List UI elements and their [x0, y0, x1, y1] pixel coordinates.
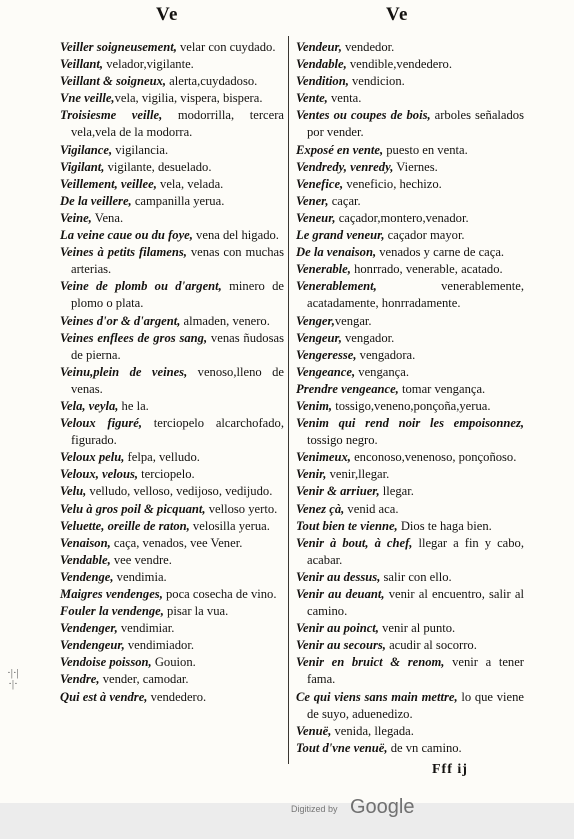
- dictionary-entry: [296, 483, 524, 500]
- dictionary-entry: [60, 501, 284, 518]
- translation: vengador.: [341, 330, 395, 345]
- dictionary-entry: [60, 193, 284, 210]
- translation: vena del higado.: [192, 228, 279, 243]
- headword: Prendre vengeance,: [296, 381, 399, 396]
- dictionary-entry: [60, 227, 284, 244]
- dictionary-entry: [296, 56, 524, 73]
- dictionary-entry: [296, 278, 524, 312]
- dictionary-entry: [60, 176, 284, 193]
- headword: Veines d'or & d'argent,: [60, 313, 181, 328]
- headword: Venir à bout, à chef,: [296, 535, 413, 550]
- dictionary-entry: [60, 398, 284, 415]
- translation: vee vendre.: [110, 552, 172, 567]
- headword: Velu,: [60, 484, 87, 499]
- headword: Venger,: [296, 313, 335, 328]
- translation: tossigo,veneno,ponçoña,yerua.: [332, 398, 491, 413]
- dictionary-entry: [296, 723, 524, 740]
- headword: Vente,: [296, 91, 328, 106]
- headword: Vendredy, venredy,: [296, 159, 394, 174]
- translation: vendimia.: [113, 569, 167, 584]
- headword: Veine,: [60, 210, 92, 225]
- translation: vendimiar.: [117, 621, 175, 636]
- watermark-bar: [0, 803, 574, 839]
- headword: Veillement, veillee,: [60, 176, 157, 191]
- translation: venta.: [327, 91, 362, 106]
- headword: Venefice,: [296, 176, 344, 191]
- dictionary-entry: [60, 449, 284, 466]
- translation: venid aca.: [344, 501, 399, 516]
- headword: Venimeux,: [296, 450, 351, 465]
- dictionary-entry: [296, 142, 524, 159]
- dictionary-entry: [296, 159, 524, 176]
- dictionary-entry: [60, 654, 284, 671]
- headword: Venir & arriuer,: [296, 484, 380, 499]
- dictionary-entry: [296, 518, 524, 535]
- dictionary-entry: [296, 381, 524, 398]
- translation: venir al punto.: [378, 621, 456, 636]
- headword: Troisiesme veille,: [60, 108, 163, 123]
- dictionary-entry: [296, 330, 524, 347]
- dictionary-entry: [296, 39, 524, 56]
- dictionary-entry: [296, 347, 524, 364]
- headword: Vengeur,: [296, 330, 342, 345]
- dictionary-entry: [60, 39, 284, 56]
- headword: Venir,: [296, 467, 327, 482]
- translation: vengança.: [355, 364, 409, 379]
- headword: Vendable,: [296, 57, 347, 72]
- headword: Vendition,: [296, 74, 349, 89]
- dictionary-entry: [296, 586, 524, 620]
- dictionary-entry: [296, 637, 524, 654]
- dictionary-entry: [60, 56, 284, 73]
- translation: caçar.: [328, 193, 361, 208]
- digitized-by-text: Digitized by: [291, 804, 338, 814]
- headword: Veillant,: [60, 57, 104, 72]
- headword: Vendeur,: [296, 40, 342, 54]
- translation: vengar.: [334, 313, 372, 328]
- headword: Venir au poinct,: [296, 621, 379, 636]
- headword: Vendenge,: [60, 569, 114, 584]
- headword: Venez çà,: [296, 501, 345, 516]
- translation: llegar.: [379, 484, 414, 499]
- dictionary-entry: [60, 159, 284, 176]
- headword: Velu à gros poil & picquant,: [60, 501, 206, 516]
- translation: venerablemente, acatadamente, honrradamente.: [307, 279, 524, 311]
- dictionary-entry: [296, 193, 524, 210]
- headword: Vigilant,: [60, 159, 105, 174]
- dictionary-entry: [60, 483, 284, 500]
- dictionary-entry: [60, 244, 284, 278]
- headword: Vengeance,: [296, 364, 356, 379]
- translation: vengadora.: [356, 347, 416, 362]
- translation: vender, camodar.: [99, 672, 189, 687]
- translation: venir,llegar.: [326, 467, 390, 482]
- running-head-right: Ve: [386, 4, 409, 25]
- translation: velador,vigilante.: [103, 57, 194, 72]
- headword: Qui est à vendre,: [60, 689, 148, 704]
- dictionary-entry: [296, 569, 524, 586]
- headword: De la veillere,: [60, 193, 132, 208]
- dictionary-entry: [296, 73, 524, 90]
- translation: de vn camino.: [387, 740, 462, 755]
- translation: poca cosecha de vino.: [162, 587, 277, 601]
- dictionary-entry: [60, 107, 284, 141]
- headword: Venir au dessus,: [296, 569, 381, 584]
- headword: Vendable,: [60, 552, 111, 567]
- dictionary-entry: [60, 620, 284, 637]
- dictionary-entry: [296, 261, 524, 278]
- dictionary-entry: [60, 313, 284, 330]
- translation: venida, llegada.: [331, 723, 414, 738]
- translation: lo que viene de suyo, aduenedizo.: [307, 689, 524, 721]
- dictionary-entry: [296, 466, 524, 483]
- translation: caçador mayor.: [384, 228, 465, 243]
- dictionary-entry: [296, 313, 524, 330]
- google-logo: Google: [350, 796, 415, 818]
- headword: Le grand veneur,: [296, 228, 385, 243]
- translation: vela, vigilia, vispera, bispera.: [114, 91, 263, 106]
- translation: vendedero.: [147, 689, 207, 704]
- margin-marks: ·|·|·|·: [7, 667, 19, 690]
- dictionary-entry: [296, 620, 524, 637]
- headword: Venuë,: [296, 723, 332, 738]
- dictionary-entry: [296, 398, 524, 415]
- dictionary-entry: [60, 689, 284, 706]
- headword: Tout bien te vienne,: [296, 518, 398, 533]
- dictionary-entry: [60, 671, 284, 688]
- headword: De la venaison,: [296, 245, 377, 260]
- translation: vela, velada.: [156, 176, 224, 191]
- headword: Vne veille,: [60, 91, 115, 106]
- translation: venir a tener fama.: [307, 655, 524, 687]
- headword: Venim,: [296, 398, 333, 413]
- translation: vigilancia.: [112, 142, 169, 157]
- dictionary-entry: [60, 364, 284, 398]
- dictionary-entry: [296, 415, 524, 449]
- translation: modorrilla, tercera vela,vela de la modorra.: [71, 108, 285, 140]
- dictionary-entry: [60, 603, 284, 620]
- translation: velludo, velloso, vedijoso, vedijudo.: [86, 484, 273, 499]
- translation: felpa, velludo.: [124, 450, 200, 465]
- translation: almaden, venero.: [180, 313, 270, 328]
- headword: Veillant & soigneux,: [60, 74, 167, 89]
- headword: Veloux figuré,: [60, 416, 143, 431]
- headword: Vendengeur,: [60, 638, 125, 653]
- translation: vendimiador.: [124, 638, 194, 653]
- headword: Veluette, oreille de raton,: [60, 518, 190, 533]
- dictionary-entry: [60, 466, 284, 483]
- headword: Venaison,: [60, 535, 111, 550]
- translation: venas con muchas arterias.: [71, 245, 284, 277]
- headword: Venerable,: [296, 262, 351, 277]
- translation: venoso,lleno de venas.: [71, 364, 284, 396]
- headword: Vendre,: [60, 672, 100, 687]
- dictionary-entry: [296, 176, 524, 193]
- dictionary-entry: [296, 107, 524, 141]
- translation: Viernes.: [393, 159, 438, 174]
- headword: Vener,: [296, 193, 329, 208]
- headword: Maigres vendenges,: [60, 587, 163, 601]
- dictionary-entry: [296, 449, 524, 466]
- translation: caçador,montero,venador.: [335, 210, 469, 225]
- translation: vigilante, desuelado.: [104, 159, 212, 174]
- headword: Venir en bruict & renom,: [296, 655, 445, 670]
- dictionary-entry: [60, 330, 284, 364]
- translation: tossigo negro.: [307, 433, 378, 448]
- headword: La veine caue ou du foye,: [60, 228, 193, 243]
- left-column: [60, 39, 284, 706]
- translation: venir al encuentro, salir al camino.: [307, 587, 524, 619]
- headword: Tout d'vne venuë,: [296, 740, 388, 755]
- dictionary-entry: [296, 227, 524, 244]
- headword: Veine de plomb ou d'argent,: [60, 279, 222, 294]
- translation: tomar vengança.: [398, 381, 486, 396]
- dictionary-entry: [60, 535, 284, 552]
- translation: vendicion.: [348, 74, 405, 89]
- translation: Dios te haga bien.: [397, 518, 492, 533]
- headword: Vendenger,: [60, 621, 118, 636]
- dictionary-entry: [296, 244, 524, 261]
- headword: Vendoise poisson,: [60, 655, 152, 670]
- translation: alerta,cuydadoso.: [166, 74, 258, 89]
- translation: he la.: [118, 398, 149, 413]
- translation: caça, venados, vee Vener.: [110, 535, 243, 550]
- headword: Vela, veyla,: [60, 398, 119, 413]
- translation: puesto en venta.: [383, 142, 468, 157]
- headword: Veines à petits filamens,: [60, 245, 187, 260]
- translation: minero de plomo o plata.: [71, 279, 285, 311]
- translation: vendible,vendedero.: [346, 57, 452, 72]
- headword: Fouler la vendenge,: [60, 604, 164, 619]
- translation: terciopelo alcarchofado, figurado.: [71, 416, 284, 448]
- headword: Vigilance,: [60, 142, 113, 157]
- translation: terciopelo.: [138, 467, 195, 482]
- translation: honrrado, venerable, acatado.: [350, 262, 503, 277]
- translation: veneficio, hechizo.: [343, 176, 442, 191]
- headword: Veloux, velous,: [60, 467, 139, 482]
- translation: vendedor.: [341, 40, 395, 54]
- headword: Exposé en vente,: [296, 142, 384, 157]
- translation: velar con cuydado.: [176, 40, 276, 54]
- headword: Veiller soigneusement,: [60, 40, 177, 54]
- translation: campanilla yerua.: [131, 193, 225, 208]
- dictionary-entry: [60, 73, 284, 90]
- headword: Venim qui rend noir les empoisonnez,: [296, 416, 524, 431]
- headword: Veines enflees de gros sang,: [60, 330, 208, 345]
- translation: enconoso,venenoso, ponçoñoso.: [350, 450, 517, 465]
- dictionary-entry: [296, 535, 524, 569]
- headword: Venerablement,: [296, 279, 377, 294]
- dictionary-entry: [60, 415, 284, 449]
- dictionary-entry: [296, 501, 524, 518]
- translation: velosilla yerua.: [189, 518, 270, 533]
- translation: venados y carne de caça.: [376, 245, 505, 260]
- translation: arboles señalados por vender.: [307, 108, 524, 140]
- translation: llegar a fin y cabo, acabar.: [307, 535, 524, 567]
- column-divider: [288, 36, 289, 764]
- running-head-left: Ve: [156, 4, 179, 25]
- dictionary-entry: [60, 637, 284, 654]
- dictionary-entry: [60, 90, 284, 107]
- headword: Ce qui viens sans main mettre,: [296, 689, 458, 704]
- translation: salir con ello.: [380, 569, 452, 584]
- dictionary-entry: [60, 552, 284, 569]
- dictionary-entry: [60, 142, 284, 159]
- translation: Vena.: [91, 210, 124, 225]
- headword: Vengeresse,: [296, 347, 357, 362]
- dictionary-entry: [60, 586, 284, 603]
- right-column: [296, 39, 524, 757]
- headword: Venir au secours,: [296, 638, 386, 653]
- translation: velloso yerto.: [205, 501, 278, 516]
- dictionary-entry: [60, 210, 284, 227]
- headword: Venir au deuant,: [296, 587, 385, 601]
- headword: Veinu,plein de veines,: [60, 364, 188, 379]
- dictionary-entry: [296, 654, 524, 688]
- headword: Veneur,: [296, 210, 336, 225]
- dictionary-entry: [60, 569, 284, 586]
- dictionary-entry: [296, 364, 524, 381]
- dictionary-entry: [60, 518, 284, 535]
- dictionary-entry: [296, 740, 524, 757]
- headword: Ventes ou coupes de bois,: [296, 108, 431, 123]
- dictionary-entry: [296, 210, 524, 227]
- signature-mark: Fff ij: [432, 762, 468, 777]
- translation: venas ñudosas de pierna.: [71, 330, 284, 362]
- translation: Gouion.: [151, 655, 196, 670]
- dictionary-entry: [296, 689, 524, 723]
- dictionary-entry: [60, 278, 284, 312]
- translation: acudir al socorro.: [385, 638, 477, 653]
- headword: Veloux pelu,: [60, 450, 125, 465]
- translation: pisar la vua.: [163, 604, 229, 619]
- dictionary-entry: [296, 90, 524, 107]
